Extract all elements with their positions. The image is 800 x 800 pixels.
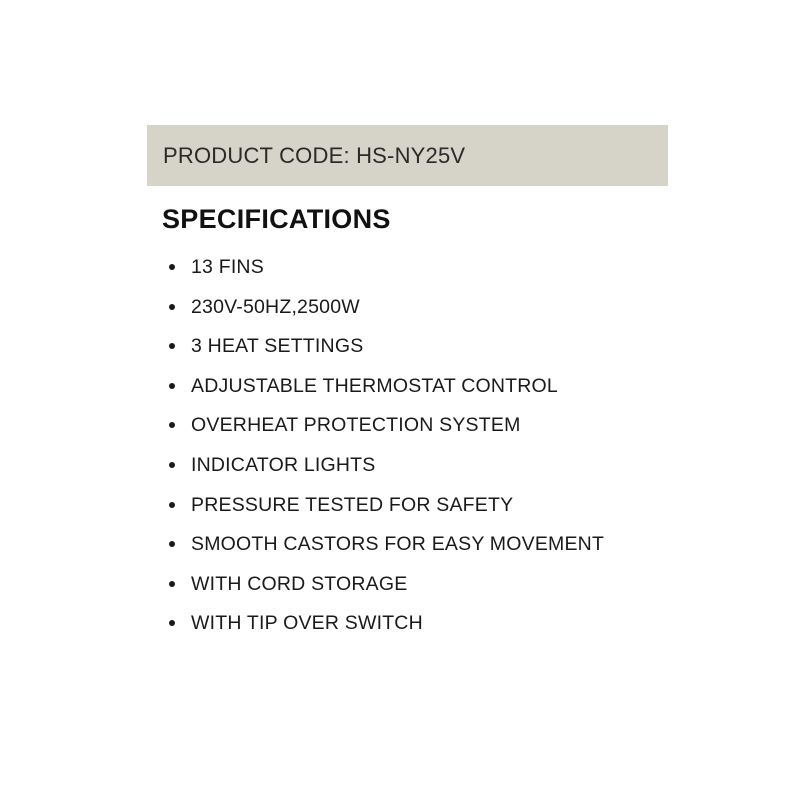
- bullet-icon: [169, 343, 175, 349]
- bullet-icon: [169, 541, 175, 547]
- spec-item-label: 230V-50HZ,2500W: [191, 295, 360, 318]
- bullet-icon: [169, 383, 175, 389]
- spec-item-label: INDICATOR LIGHTS: [191, 453, 376, 476]
- spec-item: [162, 330, 604, 370]
- spec-item-label: PRESSURE TESTED FOR SAFETY: [191, 493, 514, 516]
- spec-item-label: 13 FINS: [191, 256, 264, 278]
- spec-item: [162, 489, 604, 529]
- bullet-icon: [169, 422, 175, 428]
- spec-item: [162, 409, 604, 449]
- bullet-icon: [169, 620, 175, 626]
- spec-item-label: SMOOTH CASTORS FOR EASY MOVEMENT: [191, 533, 605, 556]
- specifications-list: [162, 251, 604, 647]
- spec-item-label: ADJUSTABLE THERMOSTAT CONTROL: [191, 374, 558, 397]
- spec-item-label: WITH CORD STORAGE: [191, 572, 408, 595]
- specifications-heading: SPECIFICATIONS: [162, 204, 391, 234]
- bullet-icon: [169, 462, 175, 468]
- spec-item: [162, 291, 604, 331]
- bullet-icon: [169, 264, 175, 270]
- spec-item: [162, 449, 604, 489]
- bullet-icon: [169, 581, 175, 587]
- spec-item: [162, 251, 604, 291]
- spec-item: [162, 528, 604, 568]
- spec-item-label: WITH TIP OVER SWITCH: [191, 612, 423, 635]
- bullet-icon: [169, 304, 175, 310]
- product-code: PRODUCT CODE: HS-NY25V: [163, 142, 466, 168]
- product-code-bar: [147, 125, 668, 186]
- spec-item: [162, 568, 604, 608]
- spec-item: [162, 370, 604, 410]
- bullet-icon: [169, 502, 175, 508]
- spec-item: [162, 607, 604, 647]
- spec-item-label: OVERHEAT PROTECTION SYSTEM: [191, 414, 521, 437]
- spec-item-label: 3 HEAT SETTINGS: [191, 335, 364, 358]
